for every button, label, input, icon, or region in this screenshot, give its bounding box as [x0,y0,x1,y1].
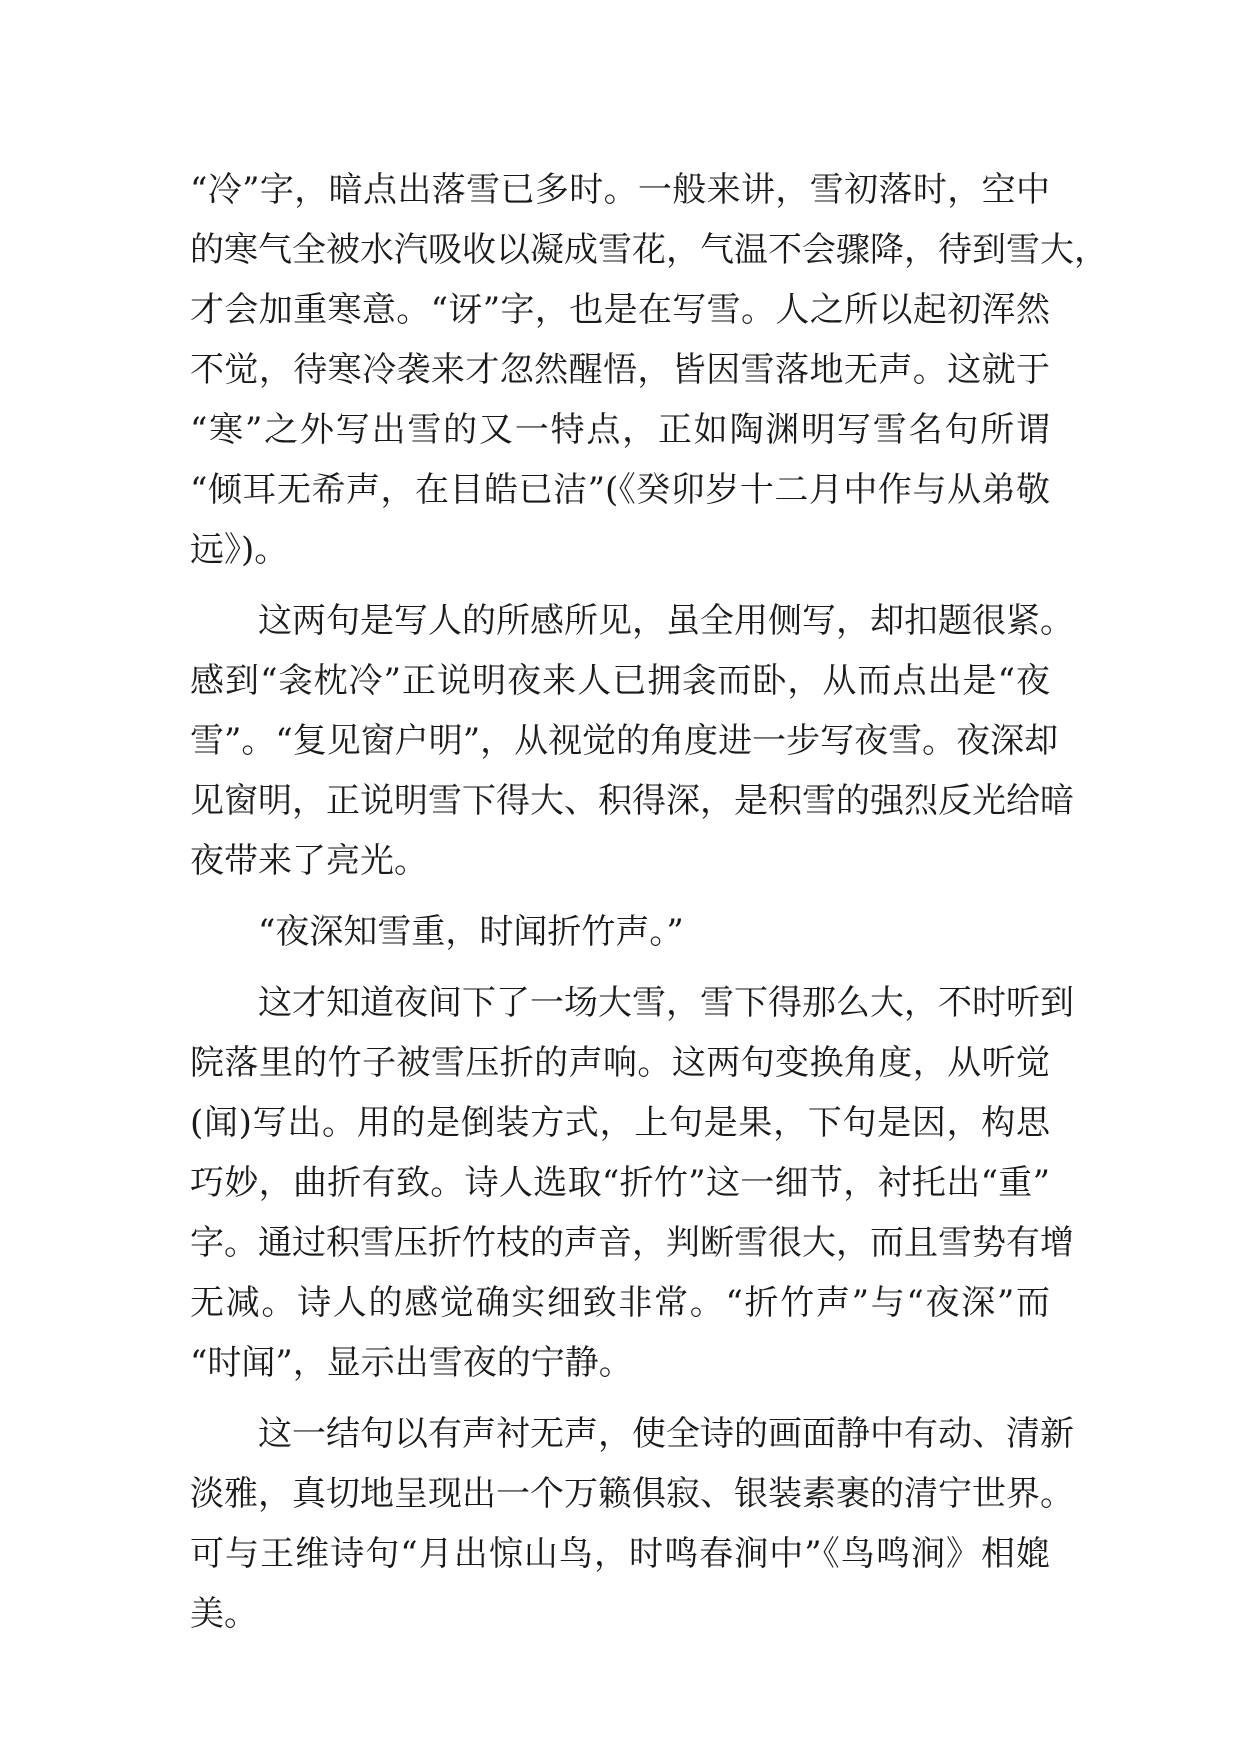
text-line: 不觉，待寒冷袭来才忽然醒悟，皆因雪落地无声。这就于 [190,350,1050,390]
text-line: “时闻”，显示出雪夜的宁静。 [190,1343,633,1383]
paragraph [190,1404,1074,1644]
text-line: 雪”。“复见窗户明”，从视觉的角度进一步写夜雪。夜深却 [190,721,1059,761]
paragraph [190,973,1074,1393]
text-line: 无减。诗人的感觉确实细致非常。“折竹声”与“夜深”而 [190,1283,1050,1323]
text-line: 这才知道夜间下了一场大雪，雪下得那么大，不时听到 [258,983,1074,1023]
text-line: 美。 [190,1594,258,1634]
text-line: 院落里的竹子被雪压折的声响。这两句变换角度，从听觉 [190,1043,1050,1083]
text-line: “寒”之外写出雪的又一特点，正如陶渊明写雪名句所谓 [190,410,1050,450]
text-line: 夜带来了亮光。 [190,841,428,881]
text-line: (闻)写出。用的是倒装方式，上句是果，下句是因，构思 [190,1103,1050,1143]
text-line: “冷”字，暗点出落雪已多时。一般来讲，雪初落时，空中 [190,170,1050,210]
text-line: “夜深知雪重，时闻折竹声。” [258,912,684,952]
text-line: 这一结句以有声衬无声，使全诗的画面静中有动、清新 [258,1414,1074,1454]
text-line: 字。通过积雪压折竹枝的声音，判断雪很大，而且雪势有增 [190,1223,1074,1263]
document-body [190,160,1108,1644]
paragraph [190,591,1074,891]
text-line: 才会加重寒意。“讶”字，也是在写雪。人之所以起初浑然 [190,290,1050,330]
paragraph [190,160,1108,580]
quoted-verse [190,902,1050,962]
text-line: 远》)。 [190,530,289,570]
text-line: 淡雅，真切地呈现出一个万籁俱寂、银装素裹的清宁世界。 [190,1474,1074,1514]
text-line: 见窗明，正说明雪下得大、积得深，是积雪的强烈反光给暗 [190,781,1074,821]
text-line: 的寒气全被水汽吸收以凝成雪花，气温不会骤降，待到雪大， [190,230,1108,270]
text-line: 这两句是写人的所感所见，虽全用侧写，却扣题很紧。 [258,601,1074,641]
text-line: 巧妙，曲折有致。诗人选取“折竹”这一细节，衬托出“重” [190,1163,1050,1203]
text-line: 可与王维诗句“月出惊山鸟，时鸣春涧中”《鸟鸣涧》相媲 [190,1534,1050,1574]
text-line: “倾耳无希声，在目皓已洁”(《癸卯岁十二月中作与从弟敬 [190,470,1050,510]
text-line: 感到“衾枕冷”正说明夜来人已拥衾而卧，从而点出是“夜 [190,661,1050,701]
